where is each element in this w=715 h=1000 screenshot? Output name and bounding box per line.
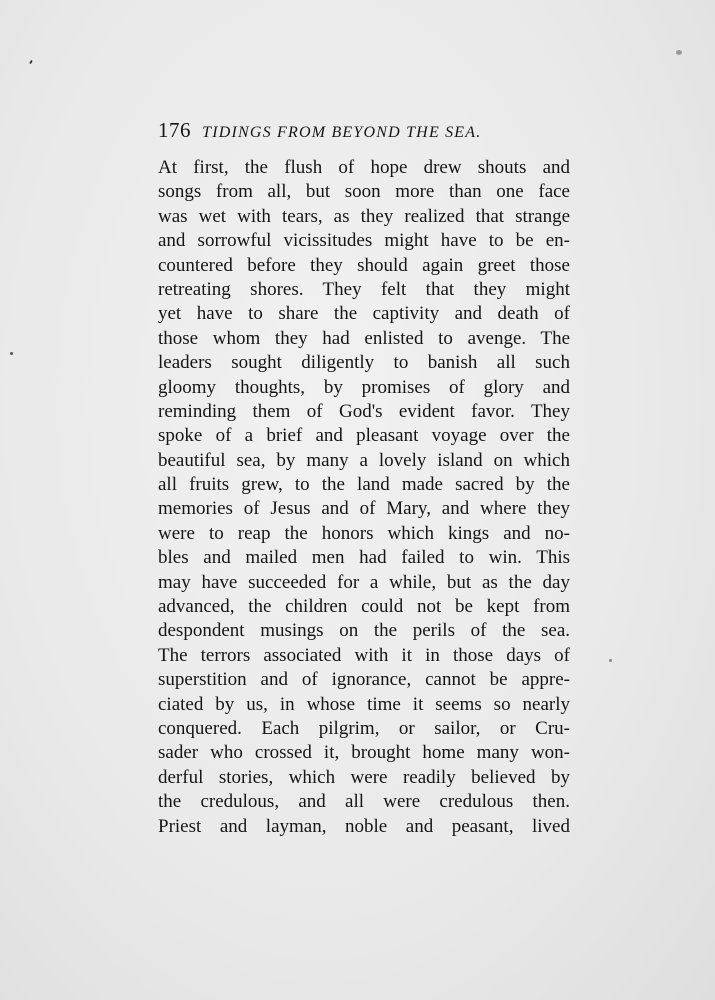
- text-line: ciated by us, in whose time it seems so nearly: [158, 693, 570, 715]
- text-line: reminding them of God's evident favor. They: [158, 400, 570, 422]
- text-line: At first, the flush of hope drew shouts and: [158, 157, 570, 178]
- text-line: spoke of a brief and pleasant voyage over the: [158, 425, 570, 447]
- text-line: all fruits grew, to the land made sacred by the: [158, 474, 570, 496]
- ink-speck: [10, 352, 13, 355]
- text-line: were to reap the honors which kings and no-: [158, 522, 570, 544]
- body-text: [158, 156, 570, 839]
- text-line: memories of Jesus and of Mary, and where they: [158, 498, 570, 520]
- text-line: bles and mailed men had failed to win. This: [158, 547, 570, 569]
- text-line: beautiful sea, by many a lovely island on which: [158, 449, 570, 471]
- text-line: despondent musings on the perils of the sea.: [158, 620, 570, 642]
- text-line: was wet with tears, as they realized that strange: [158, 205, 570, 227]
- running-header: [158, 118, 538, 142]
- text-line: the credulous, and all were credulous then.: [158, 791, 570, 813]
- text-line: derful stories, which were readily believed by: [158, 766, 570, 788]
- page-number: 176: [158, 118, 191, 142]
- text-line: gloomy thoughts, by promises of glory and: [158, 376, 570, 398]
- ink-mark: [29, 60, 33, 64]
- text-line: yet have to share the captivity and death of: [158, 303, 570, 325]
- text-line: those whom they had enlisted to avenge. The: [158, 327, 570, 349]
- text-line: countered before they should again greet those: [158, 254, 570, 276]
- text-line: conquered. Each pilgrim, or sailor, or Cru-: [158, 717, 570, 739]
- text-line: and sorrowful vicissitudes might have to be en-: [158, 230, 570, 252]
- text-line: superstition and of ignorance, cannot be appre-: [158, 669, 570, 691]
- text-line: retreating shores. They felt that they might: [158, 278, 570, 300]
- text-line: The terrors associated with it in those days of: [158, 644, 570, 666]
- text-line: Priest and layman, noble and peasant, lived: [158, 815, 570, 837]
- paper-blemish: [676, 50, 682, 55]
- text-line: sader who crossed it, brought home many won-: [158, 742, 570, 764]
- text-line: may have succeeded for a while, but as the day: [158, 571, 570, 593]
- paper-speck: [609, 659, 612, 662]
- text-line: songs from all, but soon more than one face: [158, 181, 570, 203]
- text-line: leaders sought diligently to banish all such: [158, 352, 570, 374]
- text-line: advanced, the children could not be kept from: [158, 596, 570, 618]
- running-title: TIDINGS FROM BEYOND THE SEA.: [202, 124, 482, 141]
